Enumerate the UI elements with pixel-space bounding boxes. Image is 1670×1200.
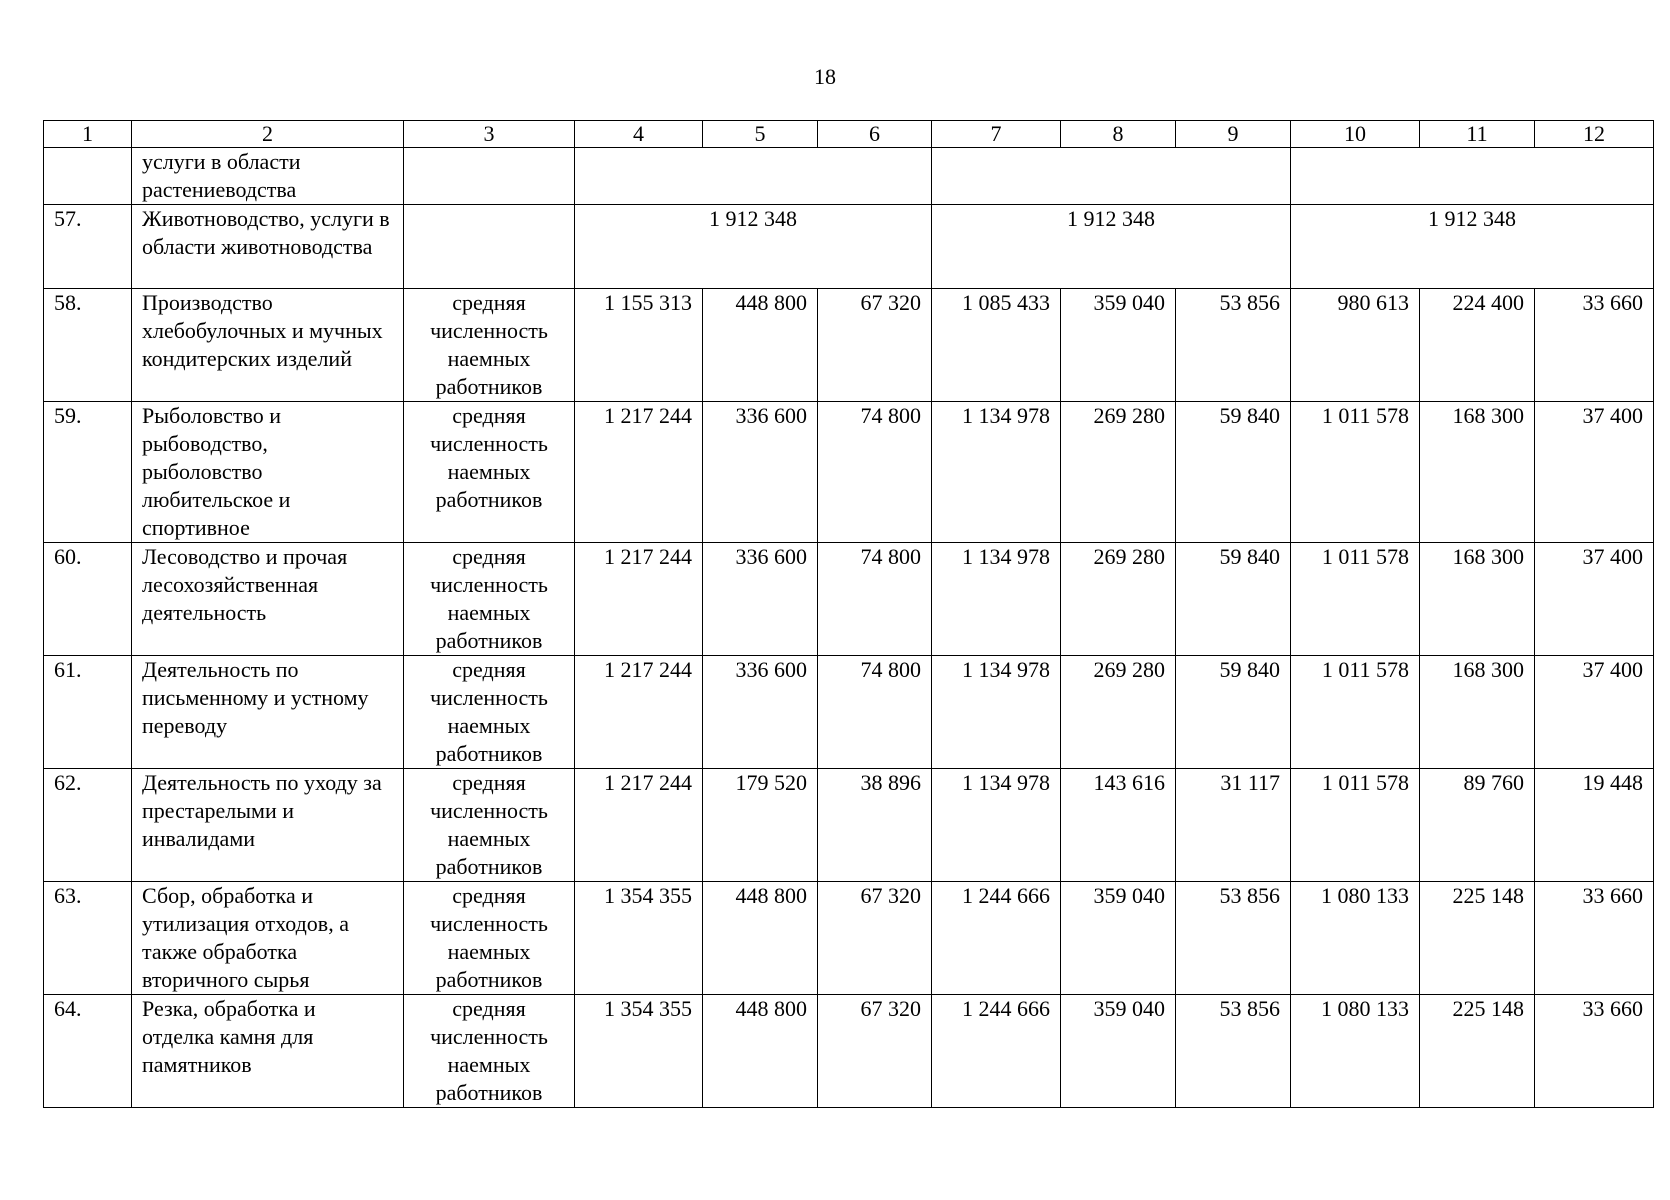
value-cell: 224 400: [1420, 289, 1535, 402]
value-cell: 336 600: [703, 402, 818, 543]
row-unit: [404, 205, 575, 289]
value-cell: 67 320: [818, 289, 932, 402]
table-row: [44, 995, 1654, 1108]
value-cell: 143 616: [1061, 769, 1176, 882]
value-cell: 359 040: [1061, 289, 1176, 402]
value-cell: 37 400: [1535, 656, 1654, 769]
row-unit: средняя численность наемных работников: [404, 543, 575, 656]
page-number: 18: [814, 64, 836, 89]
value-cell: 31 117: [1176, 769, 1291, 882]
value-cell: 67 320: [818, 995, 932, 1108]
table-row: [44, 289, 1654, 402]
column-number: 6: [818, 121, 932, 148]
value-cell: 1 217 244: [575, 656, 703, 769]
table-row: [44, 402, 1654, 543]
value-cell: 1 354 355: [575, 995, 703, 1108]
value-cell: 1 155 313: [575, 289, 703, 402]
value-cell: 1 244 666: [932, 882, 1061, 995]
value-cell: 89 760: [1420, 769, 1535, 882]
value-cell: 38 896: [818, 769, 932, 882]
value-cell: 1 217 244: [575, 543, 703, 656]
row-activity: Лесоводство и прочая лесохозяйственная деятельность: [132, 543, 404, 656]
value-cell: 33 660: [1535, 289, 1654, 402]
row-activity: Резка, обработка и отделка камня для памятников: [132, 995, 404, 1108]
value-cell: 1 134 978: [932, 769, 1061, 882]
row-number: 59.: [44, 402, 132, 543]
column-number: 12: [1535, 121, 1654, 148]
value-cell: 19 448: [1535, 769, 1654, 882]
row-number: 61.: [44, 656, 132, 769]
row-number: 57.: [44, 205, 132, 289]
column-number: 8: [1061, 121, 1176, 148]
row-unit: [404, 148, 575, 205]
value-cell: 269 280: [1061, 543, 1176, 656]
row-activity: Деятельность по письменному и устному переводу: [132, 656, 404, 769]
column-number: 9: [1176, 121, 1291, 148]
value-cell: 1 011 578: [1291, 769, 1420, 882]
merged-value-cell: 1 912 348: [1291, 205, 1654, 289]
value-cell: 980 613: [1291, 289, 1420, 402]
value-cell: 37 400: [1535, 402, 1654, 543]
table-row: [44, 543, 1654, 656]
row-number: [44, 148, 132, 205]
row-unit: средняя численность наемных работников: [404, 995, 575, 1108]
table-row: [44, 882, 1654, 995]
merged-value-cell: [932, 148, 1291, 205]
value-cell: 269 280: [1061, 402, 1176, 543]
value-cell: 168 300: [1420, 543, 1535, 656]
row-number: 64.: [44, 995, 132, 1108]
value-cell: 1 085 433: [932, 289, 1061, 402]
value-cell: 448 800: [703, 289, 818, 402]
merged-value-cell: 1 912 348: [575, 205, 932, 289]
column-number: 10: [1291, 121, 1420, 148]
value-cell: 336 600: [703, 656, 818, 769]
value-cell: 74 800: [818, 656, 932, 769]
row-activity: Рыболовство и рыбоводство, рыболовство любительское и спортивное: [132, 402, 404, 543]
value-cell: 59 840: [1176, 656, 1291, 769]
value-cell: 448 800: [703, 995, 818, 1108]
value-cell: 359 040: [1061, 995, 1176, 1108]
value-cell: 1 080 133: [1291, 882, 1420, 995]
value-cell: 1 134 978: [932, 402, 1061, 543]
value-cell: 53 856: [1176, 289, 1291, 402]
row-number: 60.: [44, 543, 132, 656]
row-activity: услуги в области растениеводства: [132, 148, 404, 205]
value-cell: 168 300: [1420, 656, 1535, 769]
value-cell: 1 354 355: [575, 882, 703, 995]
value-cell: 448 800: [703, 882, 818, 995]
column-number: 4: [575, 121, 703, 148]
value-cell: 67 320: [818, 882, 932, 995]
value-cell: 1 217 244: [575, 769, 703, 882]
value-cell: 1 011 578: [1291, 543, 1420, 656]
value-cell: 1 134 978: [932, 543, 1061, 656]
value-cell: 168 300: [1420, 402, 1535, 543]
row-activity: Деятельность по уходу за престарелыми и инвалидами: [132, 769, 404, 882]
table-row: [44, 656, 1654, 769]
column-number: 2: [132, 121, 404, 148]
row-activity: Животноводство, услуги в области животноводства: [132, 205, 404, 289]
value-cell: 33 660: [1535, 882, 1654, 995]
value-cell: 59 840: [1176, 402, 1291, 543]
value-cell: 1 011 578: [1291, 402, 1420, 543]
value-cell: 1 134 978: [932, 656, 1061, 769]
value-cell: 37 400: [1535, 543, 1654, 656]
value-cell: 179 520: [703, 769, 818, 882]
row-unit: средняя численность наемных работников: [404, 656, 575, 769]
value-cell: 336 600: [703, 543, 818, 656]
value-cell: 225 148: [1420, 995, 1535, 1108]
value-cell: 269 280: [1061, 656, 1176, 769]
column-number: 7: [932, 121, 1061, 148]
merged-value-cell: [575, 148, 932, 205]
tariff-table: [43, 120, 1654, 1108]
value-cell: 1 080 133: [1291, 995, 1420, 1108]
value-cell: 59 840: [1176, 543, 1291, 656]
row-number: 62.: [44, 769, 132, 882]
merged-value-cell: 1 912 348: [932, 205, 1291, 289]
row-unit: средняя численность наемных работников: [404, 402, 575, 543]
row-activity: Сбор, обработка и утилизация отходов, а также обработка вторичного сырья: [132, 882, 404, 995]
value-cell: 225 148: [1420, 882, 1535, 995]
row-unit: средняя численность наемных работников: [404, 882, 575, 995]
row-number: 58.: [44, 289, 132, 402]
value-cell: 53 856: [1176, 995, 1291, 1108]
row-activity: Производство хлебобулочных и мучных кондитерских изделий: [132, 289, 404, 402]
row-number: 63.: [44, 882, 132, 995]
value-cell: 53 856: [1176, 882, 1291, 995]
value-cell: 33 660: [1535, 995, 1654, 1108]
column-number: 11: [1420, 121, 1535, 148]
table-row: [44, 769, 1654, 882]
row-unit: средняя численность наемных работников: [404, 769, 575, 882]
table-row-57: [44, 205, 1654, 289]
row-unit: средняя численность наемных работников: [404, 289, 575, 402]
value-cell: 359 040: [1061, 882, 1176, 995]
merged-value-cell: [1291, 148, 1654, 205]
value-cell: 74 800: [818, 402, 932, 543]
column-number: 1: [44, 121, 132, 148]
table-row-continued: [44, 148, 1654, 205]
value-cell: 1 217 244: [575, 402, 703, 543]
value-cell: 1 011 578: [1291, 656, 1420, 769]
column-number-row: [44, 121, 1654, 148]
value-cell: 1 244 666: [932, 995, 1061, 1108]
column-number: 3: [404, 121, 575, 148]
column-number: 5: [703, 121, 818, 148]
value-cell: 74 800: [818, 543, 932, 656]
